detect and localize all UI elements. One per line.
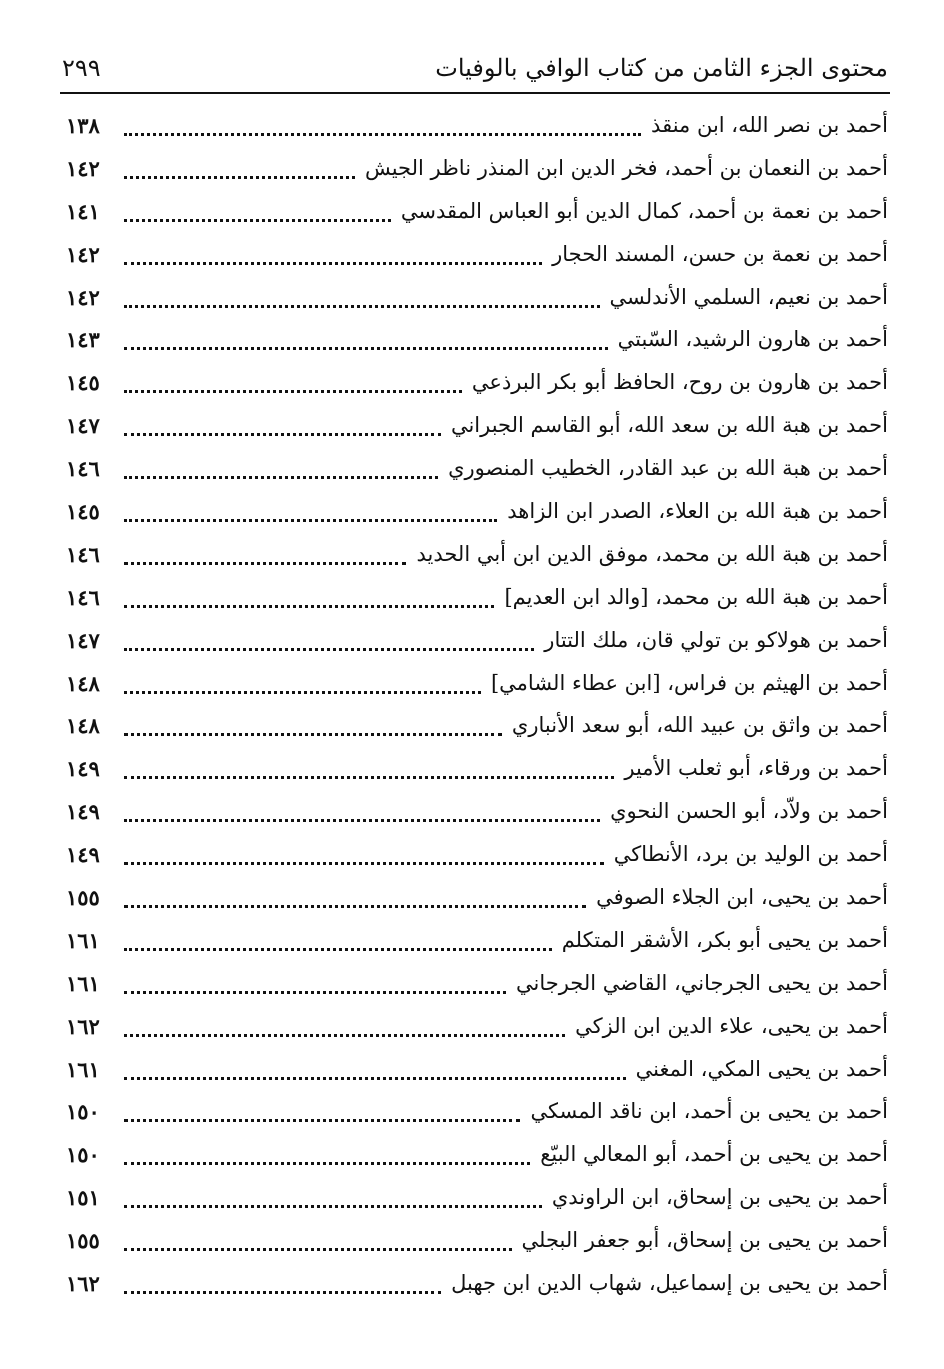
- entry-page-number: ١٦١: [66, 970, 100, 996]
- entry-title: أحمد بن يحيى بن أحمد، أبو المعالي البيّع: [540, 1142, 888, 1167]
- entry-page-number: ١٤٨: [66, 670, 100, 696]
- entry-page-number: ١٣٨: [66, 112, 100, 138]
- toc-entry: [66, 833, 888, 876]
- dot-leader: [124, 466, 438, 479]
- entry-page-number: ١٤٩: [66, 842, 100, 868]
- header-divider: [60, 92, 890, 94]
- dot-leader: [124, 337, 608, 350]
- entry-title: أحمد بن يحيى أبو بكر، الأشقر المتكلم: [561, 927, 888, 952]
- entry-page-number: ١٤٥: [66, 370, 100, 396]
- entry-title: أحمد بن يحيى بن إسحاق، ابن الراوندي: [551, 1185, 888, 1210]
- dot-leader: [124, 981, 506, 994]
- entry-title: أحمد بن نعمة بن أحمد، كمال الدين أبو العباس المقدسي: [400, 198, 888, 223]
- entry-page-number: ١٥٠: [66, 1142, 100, 1168]
- entry-page-number: ١٤١: [66, 198, 100, 224]
- dot-leader: [124, 638, 534, 651]
- toc-entry: [66, 361, 888, 404]
- toc-entry: [66, 404, 888, 447]
- entry-page-number: ١٤٩: [66, 799, 100, 825]
- entry-title: أحمد بن هارون الرشيد، السّبتي: [617, 327, 888, 352]
- entry-page-number: ١٦٢: [66, 1270, 100, 1296]
- toc-entry: [66, 662, 888, 705]
- toc-entry: [66, 190, 888, 233]
- toc-entry: [66, 490, 888, 533]
- entry-page-number: ١٤٦: [66, 541, 100, 567]
- entry-title: أحمد بن يحيى المكي، المغني: [635, 1056, 888, 1081]
- entry-title: أحمد بن يحيى الجرجاني، القاضي الجرجاني: [515, 970, 888, 995]
- entry-title: أحمد بن هبة الله بن العلاء، الصدر ابن الزاهد: [507, 498, 888, 523]
- entry-page-number: ١٤٥: [66, 498, 100, 524]
- entry-page-number: ١٤٦: [66, 456, 100, 482]
- dot-leader: [124, 1067, 626, 1080]
- entry-title: أحمد بن هبة الله بن عبد القادر، الخطيب المنصوري: [448, 456, 888, 481]
- entry-page-number: ١٤٧: [66, 627, 100, 653]
- dot-leader: [124, 681, 481, 694]
- entry-title: أحمد بن يحيى، علاء الدين ابن الزكي: [575, 1013, 888, 1038]
- entry-title: أحمد بن يحيى بن إسحاق، أبو جعفر البجلي: [521, 1228, 888, 1253]
- entry-title: أحمد بن ولاّد، أبو الحسن النحوي: [610, 799, 888, 824]
- entry-page-number: ١٦١: [66, 1056, 100, 1082]
- toc-entry: [66, 104, 888, 147]
- entry-page-number: ١٤٨: [66, 713, 100, 739]
- entry-title: أحمد بن ورقاء، أبو ثعلب الأمير: [624, 756, 888, 781]
- entry-title: أحمد بن نعمة بن حسن، المسند الحجار: [552, 241, 888, 266]
- page-number: ٢٩٩: [62, 54, 101, 82]
- dot-leader: [124, 723, 502, 736]
- toc-entry: [66, 919, 888, 962]
- entry-title: أحمد بن هبة الله بن محمد، [والد ابن العديم]: [504, 584, 888, 609]
- dot-leader: [124, 423, 441, 436]
- dot-leader: [124, 509, 497, 522]
- toc-entry: [66, 790, 888, 833]
- toc-entry: [66, 233, 888, 276]
- entry-page-number: ١٤٦: [66, 584, 100, 610]
- dot-leader: [124, 1024, 565, 1037]
- toc-entry: [66, 1005, 888, 1048]
- entry-title: أحمد بن نعيم، السلمي الأندلسي: [609, 284, 888, 309]
- dot-leader: [124, 1281, 441, 1294]
- dot-leader: [124, 895, 586, 908]
- entry-page-number: ١٦٢: [66, 1013, 100, 1039]
- toc-entry: [66, 533, 888, 576]
- entry-page-number: ١٤٢: [66, 241, 100, 267]
- entry-page-number: ١٥١: [66, 1185, 100, 1211]
- dot-leader: [124, 209, 391, 222]
- entry-page-number: ١٤٢: [66, 155, 100, 181]
- toc-entry: [66, 318, 888, 361]
- entry-page-number: ١٤٣: [66, 327, 100, 353]
- toc-entry: [66, 1133, 888, 1176]
- dot-leader: [124, 380, 462, 393]
- toc-entry: [66, 1262, 888, 1305]
- entry-title: أحمد بن هولاكو بن تولي قان، ملك التتار: [544, 627, 888, 652]
- page-header: [62, 44, 888, 92]
- dot-leader: [124, 123, 641, 136]
- entry-title: أحمد بن هارون بن روح، الحافظ أبو بكر البرذعي: [471, 370, 888, 395]
- entry-page-number: ١٦١: [66, 927, 100, 953]
- toc-entry: [66, 576, 888, 619]
- entry-page-number: ١٥٥: [66, 884, 100, 910]
- entry-title: أحمد بن يحيى بن إسماعيل، شهاب الدين ابن جهبل: [451, 1270, 888, 1295]
- dot-leader: [124, 1238, 512, 1251]
- dot-leader: [124, 766, 614, 779]
- toc-entry: [66, 1176, 888, 1219]
- entry-title: أحمد بن نصر الله، ابن منقذ: [651, 112, 888, 137]
- dot-leader: [124, 1109, 520, 1122]
- toc-entry: [66, 1090, 888, 1133]
- toc-entry: [66, 704, 888, 747]
- entry-page-number: ١٤٢: [66, 284, 100, 310]
- header-title: محتوى الجزء الثامن من كتاب الوافي بالوفيات: [435, 54, 888, 82]
- dot-leader: [124, 938, 552, 951]
- entry-page-number: ١٥٥: [66, 1228, 100, 1254]
- entry-page-number: ١٤٩: [66, 756, 100, 782]
- dot-leader: [124, 852, 604, 865]
- toc-entry: [66, 276, 888, 319]
- dot-leader: [124, 1152, 530, 1165]
- toc-entry: [66, 1219, 888, 1262]
- entry-title: أحمد بن النعمان بن أحمد، فخر الدين ابن المنذر ناظر الجيش: [364, 155, 888, 180]
- dot-leader: [124, 252, 542, 265]
- entry-page-number: ١٤٧: [66, 413, 100, 439]
- entry-title: أحمد بن هبة الله بن محمد، موفق الدين ابن أبي الحديد: [416, 541, 888, 566]
- entry-title: أحمد بن هبة الله بن سعد الله، أبو القاسم الجبراني: [450, 413, 888, 438]
- dot-leader: [124, 809, 600, 822]
- dot-leader: [124, 595, 494, 608]
- toc-entry: [66, 147, 888, 190]
- entry-title: أحمد بن واثق بن عبيد الله، أبو سعد الأنباري: [511, 713, 888, 738]
- dot-leader: [124, 552, 406, 565]
- toc-entry: [66, 619, 888, 662]
- entry-title: أحمد بن الوليد بن برد، الأنطاكي: [613, 842, 888, 867]
- toc-entry: [66, 876, 888, 919]
- entry-title: أحمد بن الهيثم بن فراس، [ابن عطاء الشامي]: [490, 670, 888, 695]
- dot-leader: [124, 1195, 542, 1208]
- dot-leader: [124, 295, 600, 308]
- entry-title: أحمد بن يحيى بن أحمد، ابن ناقد المسكي: [530, 1099, 888, 1124]
- toc-entry: [66, 447, 888, 490]
- toc-entry: [66, 1048, 888, 1091]
- dot-leader: [124, 166, 355, 179]
- toc-entry: [66, 962, 888, 1005]
- toc-entry: [66, 747, 888, 790]
- entry-title: أحمد بن يحيى، ابن الجلاء الصوفي: [596, 884, 888, 909]
- entry-page-number: ١٥٠: [66, 1099, 100, 1125]
- table-of-contents: [66, 104, 888, 1305]
